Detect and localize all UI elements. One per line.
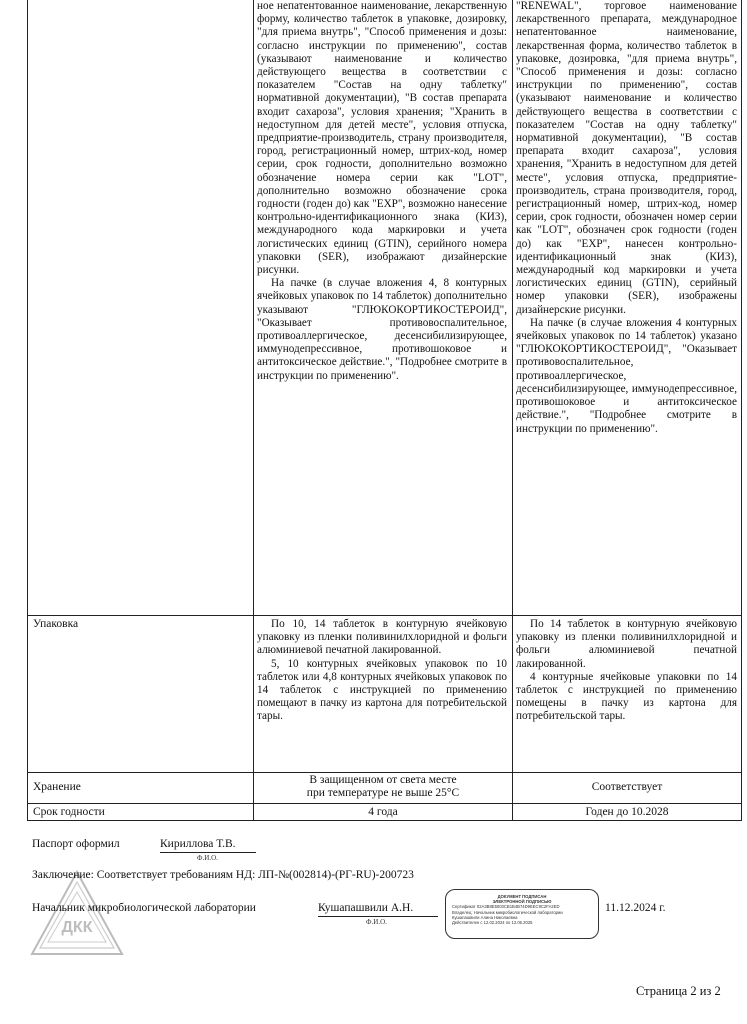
- table-divider-2: [512, 0, 513, 821]
- row-border-shelf-life: [27, 803, 742, 804]
- table-border-right: [741, 0, 742, 821]
- passport-fio-caption: Ф.И.О.: [197, 854, 218, 862]
- passport-name: Кириллова Т.В.: [160, 838, 236, 850]
- spec-paragraph: ное непатентованное наименование, лекарственную форму, количество таблеток в упаковке, дозировку, "для приема внутрь", "Способ применения и дозы: согласно инструкции по применению", состав (указывают наименование и количество действующего вещества в соответствии с показателем "Состав на одну таблетку" нормативной документации), "В состав препарата входит сахароза", условия хранения; "Хранить в недоступном для детей месте", условия отпуска, предприятие-производитель, страну производителя, город, регистрационный номер, штрих-код, номер серии, срок годности, дополнительно возможно обозначение номера серии как "LOT", дополнительно возможно обозначение срока годности (годен до) как "EXP", возможно нанесение контрольно-идентификационного знака (КИЗ), международного кода маркировки и учета логистических единиц (GTIN), серийного номера упаковки (SER), изображают дизайнерские рисунки.: [257, 0, 507, 277]
- stamp-owner: Владелец: Начальник микробиологической лаборатории: [452, 909, 563, 915]
- packaging-result-cell: [516, 618, 737, 724]
- head-label: Начальник микробиологической лаборатории: [32, 902, 256, 914]
- stamp-subtitle: ЭЛЕКТРОННОЙ ПОДПИСЬЮ: [492, 899, 552, 905]
- shelf-life-spec: 4 года: [368, 806, 398, 818]
- spec-paragraph: 5, 10 контурных ячейковых упаковок по 10 таблеток или 4,8 контурных ячейковых упаковок по 14 таблеток с инструкцией по применению помещают в пачку из картона для потребительской тары.: [257, 657, 507, 723]
- spec-paragraph: На пачке (в случае вложения 4, 8 контурных ячейковых упаковок по 14 таблеток) дополнительно указывают "ГЛЮКОКОРТИКОСТЕРОИД", "Оказывает противовоспалительное, противоаллергическое, десенсибилизирующее, иммунодепрессивное, противошоковое и антитоксическое действие.", "Подробнее смотрите в инструкции по применению".: [257, 277, 507, 382]
- head-signature-line: [318, 916, 438, 917]
- stamp-validity: Действителен с 12.02.2024 по 12.05.2025: [452, 920, 533, 926]
- table-divider-1: [253, 0, 254, 821]
- stamp-owner-name: Кушапашвили Алина Николаевна: [452, 914, 518, 920]
- storage-result: Соответствует: [591, 781, 663, 793]
- sign-date: 11.12.2024 г.: [605, 902, 666, 914]
- passport-label: Паспорт оформил: [32, 838, 120, 850]
- row-border-packaging: [27, 615, 742, 616]
- spec-paragraph: По 10, 14 таблеток в контурную ячейковую упаковку из пленки поливинилхлоридной и фольги алюминиевой печатной лакированной.: [257, 618, 507, 657]
- passport-signature-line: [160, 852, 256, 853]
- stamp-certificate: Сертификат 02A3B8E5003CB1B4B74D9EEC9C2FA2ED: [452, 904, 560, 910]
- electronic-signature-stamp: [445, 889, 599, 939]
- shelf-life-result: Годен до 10.2028: [585, 806, 669, 818]
- row-border-storage: [27, 772, 742, 773]
- result-paragraph: "RENEWAL", торговое наименование лекарственного препарата, международное непатентованное наименование, лекарственная форма, количество таблеток в упаковке, дозировка, "для приема внутрь", "Способ применения и дозы: согласно инструкции по применению", состав (указывают наименование и количество действующего вещества в соответствии с показателем "Состав на одну таблетку" нормативной документации), "В состав препарата входит сахароза", условия хранения, "Хранить в недоступном для детей месте", условия отпуска, предприятие-производитель, страна производителя, город, регистрационный номер, штрих-код, номер серии, срок годности, обозначен номер серии как "LOT", обозначен срок годности (годен до) как "EXP", нанесен контрольно-идентификационный знак (КИЗ), международный код маркировки и учета логистических единиц (GTIN), серийный номер упаковки (SER), изображены дизайнерские рисунки.: [516, 0, 737, 316]
- continued-spec-cell: [257, 0, 507, 383]
- result-paragraph: 4 контурные ячейковые упаковки по 14 таблеток с инструкцией по применению помещены в пачку из картона для потребительской тары.: [516, 670, 737, 723]
- result-paragraph: По 14 таблеток в контурную ячейковую упаковку из пленки поливинилхлоридной и фольги алюминиевой печатной лакированной.: [516, 618, 737, 670]
- storage-label: Хранение: [33, 781, 81, 793]
- packaging-label: Упаковка: [33, 618, 79, 630]
- shelf-life-label: Срок годности: [33, 806, 105, 818]
- watermark-text: ДКК: [61, 919, 93, 936]
- storage-spec-line1: В защищенном от света месте: [309, 774, 457, 786]
- continued-result-cell: [516, 0, 737, 436]
- page-number: Страница 2 из 2: [636, 984, 721, 998]
- table-border-bottom: [27, 820, 742, 821]
- result-paragraph: На пачке (в случае вложения 4 контурных ячейковых упаковок по 14 таблеток) указано "ГЛЮКОКОРТИКОСТЕРОИД", "Оказывает противовоспалительное, противоаллергическое, десенсибилизирующее, иммунодепрессивное, противошоковое и антитоксическое действие.", "Подробнее смотрите в инструкции по применению".: [516, 316, 737, 435]
- conclusion-text: Заключение: Соответствует требованиям НД: ЛП-№(002814)-(РГ-RU)-200723: [32, 869, 414, 881]
- table-border-left: [27, 0, 28, 821]
- head-fio-caption: Ф.И.О.: [366, 918, 387, 926]
- storage-spec-line2: при температуре не выше 25°С: [306, 787, 460, 799]
- head-name: Кушапашвили А.Н.: [318, 902, 414, 914]
- stamp-title: ДОКУМЕНТ ПОДПИСАН: [497, 894, 547, 899]
- packaging-spec-cell: [257, 618, 507, 724]
